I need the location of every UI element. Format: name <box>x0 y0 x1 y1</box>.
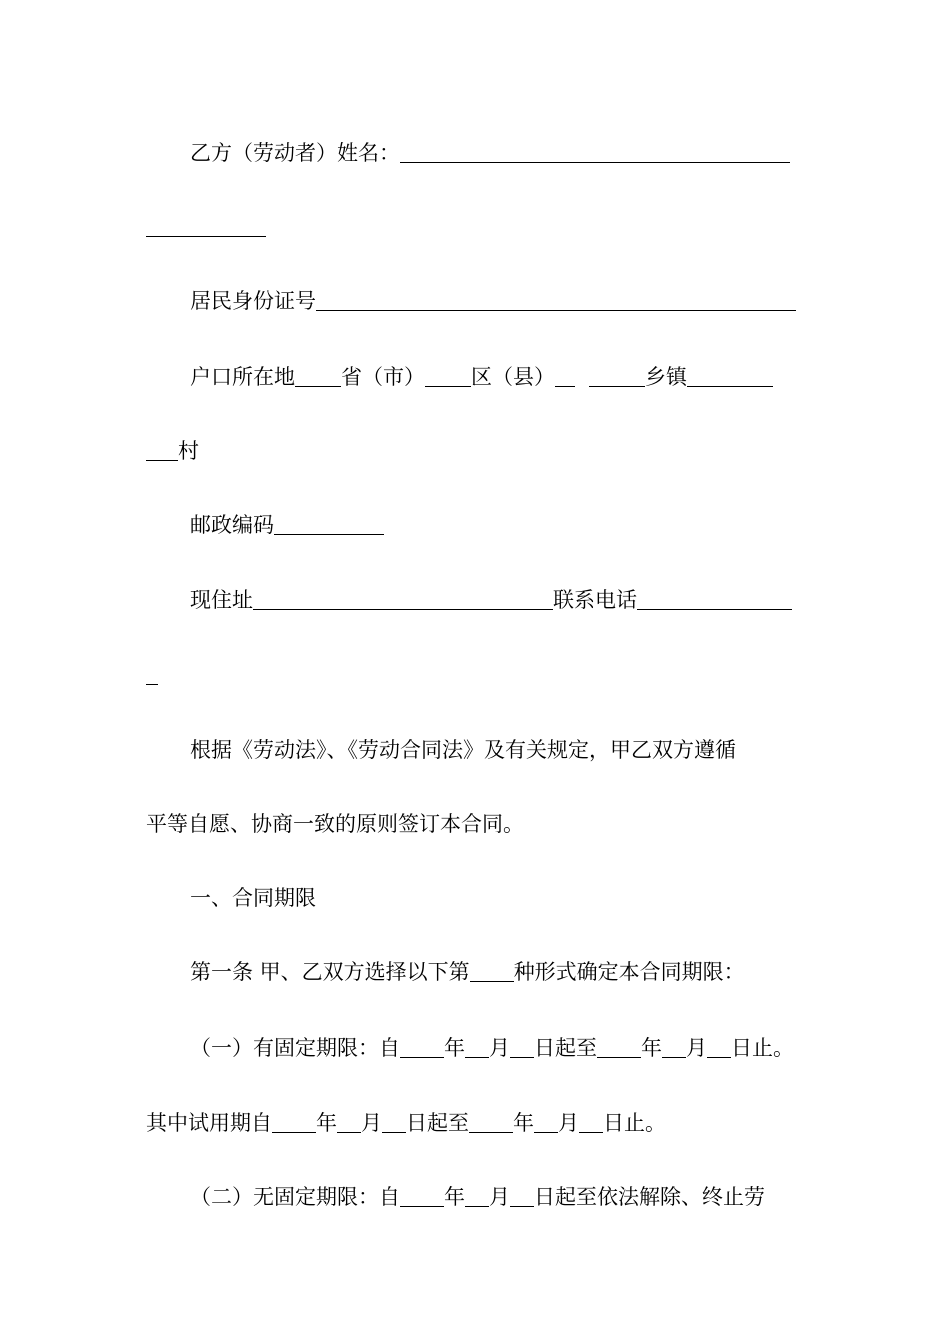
day-end-text: 日止。 <box>731 1036 794 1060</box>
hukou-line <box>190 362 806 392</box>
township-label: 乡镇 <box>645 365 687 389</box>
year-text: 年 <box>444 1036 465 1060</box>
month-text: 月 <box>361 1111 382 1135</box>
day-end-text: 日止。 <box>603 1111 666 1135</box>
open-term-line <box>190 1182 806 1212</box>
province-label: 省（市） <box>341 365 425 389</box>
fixed-term-label: （一）有固定期限：自 <box>190 1036 400 1060</box>
hukou-label: 户口所在地 <box>190 365 295 389</box>
month-text: 月 <box>489 1185 510 1209</box>
phone-blank-cont[interactable] <box>146 664 158 685</box>
postal-code-label: 邮政编码 <box>190 513 274 537</box>
fixed-start-year-blank[interactable] <box>400 1037 444 1058</box>
district-label: 区（县） <box>471 365 555 389</box>
day-from-to-text: 日起至 <box>534 1036 597 1060</box>
probation-end-month-blank[interactable] <box>534 1112 558 1133</box>
phone-label: 联系电话 <box>553 588 637 612</box>
open-start-day-blank[interactable] <box>510 1186 534 1207</box>
party-b-name-blank[interactable] <box>400 142 790 163</box>
form-choice-blank[interactable] <box>470 961 514 982</box>
basis-paragraph-line2: 平等自愿、协商一致的原则签订本合同。 <box>146 812 524 836</box>
phone-blank[interactable] <box>637 589 792 610</box>
party-b-name-line <box>190 138 806 168</box>
party-b-name-blank-cont[interactable] <box>146 216 266 237</box>
village-blank-cont[interactable] <box>146 440 178 461</box>
probation-start-month-blank[interactable] <box>337 1112 361 1133</box>
year-text: 年 <box>641 1036 662 1060</box>
fixed-end-year-blank[interactable] <box>597 1037 641 1058</box>
phone-continuation <box>146 660 806 690</box>
village-blank[interactable] <box>687 366 773 387</box>
open-term-label: （二）无固定期限：自 <box>190 1185 400 1209</box>
fixed-start-day-blank[interactable] <box>510 1037 534 1058</box>
party-b-name-continuation <box>146 212 806 242</box>
address-phone-line <box>190 585 806 615</box>
probation-end-year-blank[interactable] <box>469 1112 513 1133</box>
postal-code-line <box>190 510 806 540</box>
month-text: 月 <box>558 1111 579 1135</box>
fixed-end-day-blank[interactable] <box>707 1037 731 1058</box>
district-extra-blank[interactable] <box>555 366 575 387</box>
month-text: 月 <box>686 1036 707 1060</box>
hukou-continuation <box>146 436 806 466</box>
id-number-line <box>190 286 806 316</box>
year-text: 年 <box>444 1185 465 1209</box>
id-number-label: 居民身份证号 <box>190 289 316 313</box>
township-blank[interactable] <box>589 366 645 387</box>
village-label: 村 <box>178 439 199 463</box>
probation-prefix: 其中试用期自 <box>146 1111 272 1135</box>
section-1-title: 一、合同期限 <box>190 886 316 910</box>
basis-paragraph-line1: 根据《劳动法》、《劳动合同法》及有关规定，甲乙双方遵循 <box>190 738 736 762</box>
probation-start-day-blank[interactable] <box>382 1112 406 1133</box>
year-text: 年 <box>316 1111 337 1135</box>
probation-start-year-blank[interactable] <box>272 1112 316 1133</box>
open-start-month-blank[interactable] <box>465 1186 489 1207</box>
address-label: 现住址 <box>190 588 253 612</box>
district-blank[interactable] <box>425 366 471 387</box>
probation-end-day-blank[interactable] <box>579 1112 603 1133</box>
open-term-tail: 日起至依法解除、终止劳 <box>534 1185 765 1209</box>
fixed-term-line <box>190 1033 806 1063</box>
address-blank[interactable] <box>253 589 553 610</box>
province-blank[interactable] <box>295 366 341 387</box>
article-1-suffix: 种形式确定本合同期限： <box>513 960 745 984</box>
month-text: 月 <box>489 1036 510 1060</box>
party-b-name-label: 乙方（劳动者）姓名： <box>190 141 400 165</box>
article-1-prefix: 第一条 甲、乙双方选择以下第 <box>190 960 470 984</box>
fixed-start-month-blank[interactable] <box>465 1037 489 1058</box>
article-1-line <box>190 957 806 987</box>
id-number-blank[interactable] <box>316 290 796 311</box>
probation-line <box>146 1108 806 1138</box>
fixed-end-month-blank[interactable] <box>662 1037 686 1058</box>
open-start-year-blank[interactable] <box>400 1186 444 1207</box>
year-text: 年 <box>513 1111 534 1135</box>
day-from-to-text: 日起至 <box>406 1111 469 1135</box>
postal-code-blank[interactable] <box>274 514 384 535</box>
